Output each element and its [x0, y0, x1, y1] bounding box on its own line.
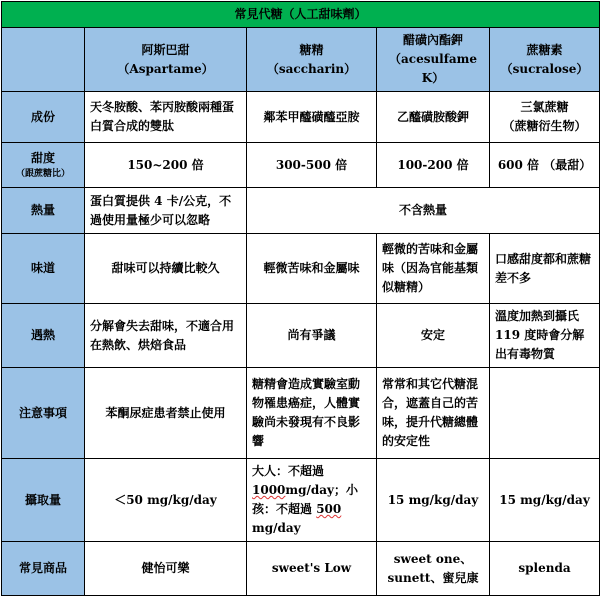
cell-sucralose-ingredient	[490, 92, 600, 143]
products-row	[2, 542, 600, 596]
header-name: 阿斯巴甜	[141, 42, 190, 57]
header-sucralose	[490, 28, 600, 92]
row-label-taste: 味道	[2, 234, 85, 304]
cell-acesulfame-sweetness: 100-200 倍	[377, 143, 490, 188]
row-label-sweetness	[2, 143, 85, 188]
row-label-intake: 攝取量	[2, 459, 85, 542]
product-line: sunett、蜜兒康	[387, 570, 479, 585]
calories-row	[2, 188, 600, 234]
cell-acesulfame-heat: 安定	[377, 304, 490, 368]
intake-text: 大人：不超過	[252, 464, 325, 478]
header-english: （saccharin）	[266, 61, 357, 76]
row-label-products: 常見商品	[2, 542, 85, 596]
sweetener-comparison-table	[1, 1, 600, 596]
cell-acesulfame-products	[377, 542, 490, 596]
cell-aspartame-calories: 蛋白質提供 4 卡/公克，不過使用量極少可以忽略	[85, 188, 247, 234]
cell-sucralose-products: splenda	[490, 542, 600, 596]
cell-aspartame-taste: 甜味可以持續比較久	[85, 234, 247, 304]
cell-saccharin-taste: 輕微苦味和金屬味	[247, 234, 377, 304]
row-label-subtext: （跟蔗糖比）	[15, 169, 70, 179]
cell-aspartame-notes: 苯酮尿症患者禁止使用	[85, 368, 247, 459]
corner-cell	[2, 28, 85, 92]
title-row	[2, 2, 600, 28]
row-label-calories: 熱量	[2, 188, 85, 234]
cell-saccharin-notes: 糖精會造成實驗室動物罹患癌症，人體實驗尚未發現有不良影響	[247, 368, 377, 459]
intake-child-limit: 500	[316, 502, 342, 516]
row-label-text: 甜度	[30, 151, 55, 165]
header-aspartame	[85, 28, 247, 92]
header-row	[2, 28, 600, 92]
cell-sucralose-notes	[490, 368, 600, 459]
cell-saccharin-sweetness: 300-500 倍	[247, 143, 377, 188]
header-name: 糖精	[299, 42, 324, 57]
ingredient-line: （蔗糖衍生物）	[502, 119, 587, 133]
sweetness-row	[2, 143, 600, 188]
cell-saccharin-intake	[247, 459, 377, 542]
header-acesulfame	[377, 28, 490, 92]
header-english: （sucralose）	[500, 61, 589, 76]
ingredient-row	[2, 92, 600, 143]
header-english: （acesulfame K）	[388, 52, 478, 85]
taste-row	[2, 234, 600, 304]
cell-saccharin-heat: 尚有爭議	[247, 304, 377, 368]
cell-aspartame-products: 健怡可樂	[85, 542, 247, 596]
cell-sucralose-sweetness: 600 倍 （最甜）	[490, 143, 600, 188]
header-saccharin	[247, 28, 377, 92]
cell-sucralose-taste: 口感甜度都和蔗糖差不多	[490, 234, 600, 304]
cell-aspartame-heat: 分解會失去甜味，不適合用在熱飲、烘焙食品	[85, 304, 247, 368]
heat-row	[2, 304, 600, 368]
intake-text: mg/day；小孩：不超過	[252, 483, 359, 516]
intake-row	[2, 459, 600, 542]
header-name: 醋磺內酯鉀	[402, 33, 463, 47]
product-line: sweet one、	[393, 551, 473, 566]
cell-aspartame-ingredient: 天冬胺酸、苯丙胺酸兩種蛋白質合成的雙肽	[85, 92, 247, 143]
cell-saccharin-ingredient: 鄰苯甲醯磺醯亞胺	[247, 92, 377, 143]
cell-acesulfame-intake: 15 mg/kg/day	[377, 459, 490, 542]
intake-text: mg/day	[252, 521, 301, 535]
cell-aspartame-sweetness: 150~200 倍	[85, 143, 247, 188]
cell-aspartame-intake: ＜50 mg/kg/day	[85, 459, 247, 542]
cell-sucralose-heat: 溫度加熱到攝氏 119 度時會分解出有毒物質	[490, 304, 600, 368]
cell-acesulfame-taste: 輕微的苦味和金屬味（因為官能基類似糖精）	[377, 234, 490, 304]
ingredient-line: 三氯蔗糖	[520, 100, 569, 114]
row-label-ingredient: 成份	[2, 92, 85, 143]
row-label-heat: 遇熱	[2, 304, 85, 368]
cell-sucralose-intake: 15 mg/kg/day	[490, 459, 600, 542]
cell-others-calories: 不含熱量	[247, 188, 600, 234]
notes-row	[2, 368, 600, 459]
row-label-notes: 注意事項	[2, 368, 85, 459]
header-name: 蔗糖素	[526, 42, 563, 57]
cell-saccharin-products: sweet's Low	[247, 542, 377, 596]
header-english: （Aspartame）	[117, 61, 214, 76]
table-title: 常見代糖（人工甜味劑）	[2, 2, 600, 28]
intake-adult-limit: 1000	[252, 483, 286, 497]
cell-acesulfame-notes: 常常和其它代糖混合，遮蓋自己的苦味，提升代糖總體的安定性	[377, 368, 490, 459]
cell-acesulfame-ingredient: 乙醯磺胺酸鉀	[377, 92, 490, 143]
